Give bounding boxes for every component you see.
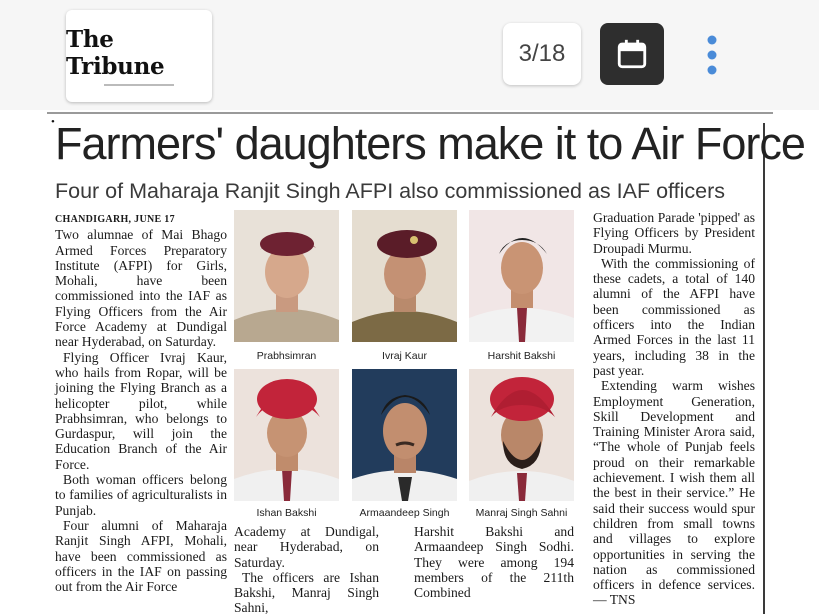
article-column-4 — [593, 210, 755, 608]
paragraph: Harshit Bakshi and Armaandeep Singh Sodhi. They were among 194 members of the 211th Combined — [414, 524, 574, 601]
photo-armaandeep-singh — [352, 369, 457, 501]
page-counter[interactable]: 3/18 — [503, 23, 581, 85]
logo-underline — [104, 84, 174, 86]
article-column-2 — [234, 524, 379, 616]
article-column-3 — [414, 524, 574, 600]
column-rule — [763, 123, 765, 614]
paragraph: With the commissioning of these cadets, a total of 140 alumni of the AFPI have been commissioned as officers into the Indian Armed Forces in the last 11 years, including 38 in the past year. — [593, 255, 755, 378]
photo-harshit-bakshi — [469, 210, 574, 342]
calendar-icon — [615, 37, 649, 71]
photo-ivraj-kaur — [352, 210, 457, 342]
bullet-mark: • — [51, 116, 55, 128]
more-options-button[interactable] — [692, 30, 732, 80]
photo-caption: Ishan Bakshi — [256, 507, 317, 519]
paragraph: Two alumnae of Mai Bhago Armed Forces Preparatory Institute (AFPI) for Girls, Mohali, have been commissioned into the IAF as Flying Officers from the Air Force Academy at Dundigal near Hyderabad, on Saturday. — [55, 227, 227, 350]
tribune-logo[interactable] — [66, 10, 212, 102]
photo-caption: Ivraj Kaur — [382, 350, 427, 362]
article-headline: Farmers' daughters make it to Air Force — [55, 118, 805, 169]
photo-caption: Prabhsimran — [256, 350, 317, 362]
paragraph: The officers are Ishan Bakshi, Manraj Singh Sahni, — [234, 569, 379, 616]
photo-prabhsimran — [234, 210, 339, 342]
paragraph: Graduation Parade 'pipped' as Flying Officers by President Droupadi Murmu. — [593, 210, 755, 256]
top-rule — [47, 112, 773, 114]
calendar-button[interactable] — [600, 23, 664, 85]
photo-manraj-singh-sahni — [469, 369, 574, 501]
photo-caption: Armaandeep Singh — [359, 507, 450, 519]
photo-ishan-bakshi — [234, 369, 339, 501]
paragraph: Extending warm wishes Employment Generation, Skill Development and Training Minister Arora said, “The whole of Punjab feels proud on their remarkable achievement. I wish them all the best in their service.” He said their success would spur children from small towns and villages to explore opportunities in serving the nation as commissioned officers in defence services. — TNS — [593, 378, 755, 608]
paragraph: Academy at Dundigal, near Hyderabad, on Saturday. — [234, 524, 379, 570]
photo-caption: Harshit Bakshi — [487, 350, 556, 362]
more-vertical-icon — [706, 33, 718, 77]
paragraph: Flying Officer Ivraj Kaur, who hails from Ropar, will be joining the Flying Branch as a helicopter pilot, while Prabhsimran, who belongs to Gurdaspur, will join the Education Branch of the Air Force. — [55, 349, 227, 472]
paragraph: Four alumni of Maharaja Ranjit Singh AFPI, Mohali, have been commissioned as officers in the IAF on passing out from the Air Force — [55, 517, 227, 595]
paragraph: Both woman officers belong to families of agriculturalists in Punjab. — [55, 472, 227, 518]
dateline: CHANDIGARH, JUNE 17 — [55, 214, 175, 225]
logo-text: The Tribune — [66, 26, 165, 80]
photo-caption: Manraj Singh Sahni — [475, 507, 568, 519]
article-subhead: Four of Maharaja Ranjit Singh AFPI also commissioned as IAF officers — [55, 179, 725, 203]
article-column-1 — [55, 210, 227, 594]
